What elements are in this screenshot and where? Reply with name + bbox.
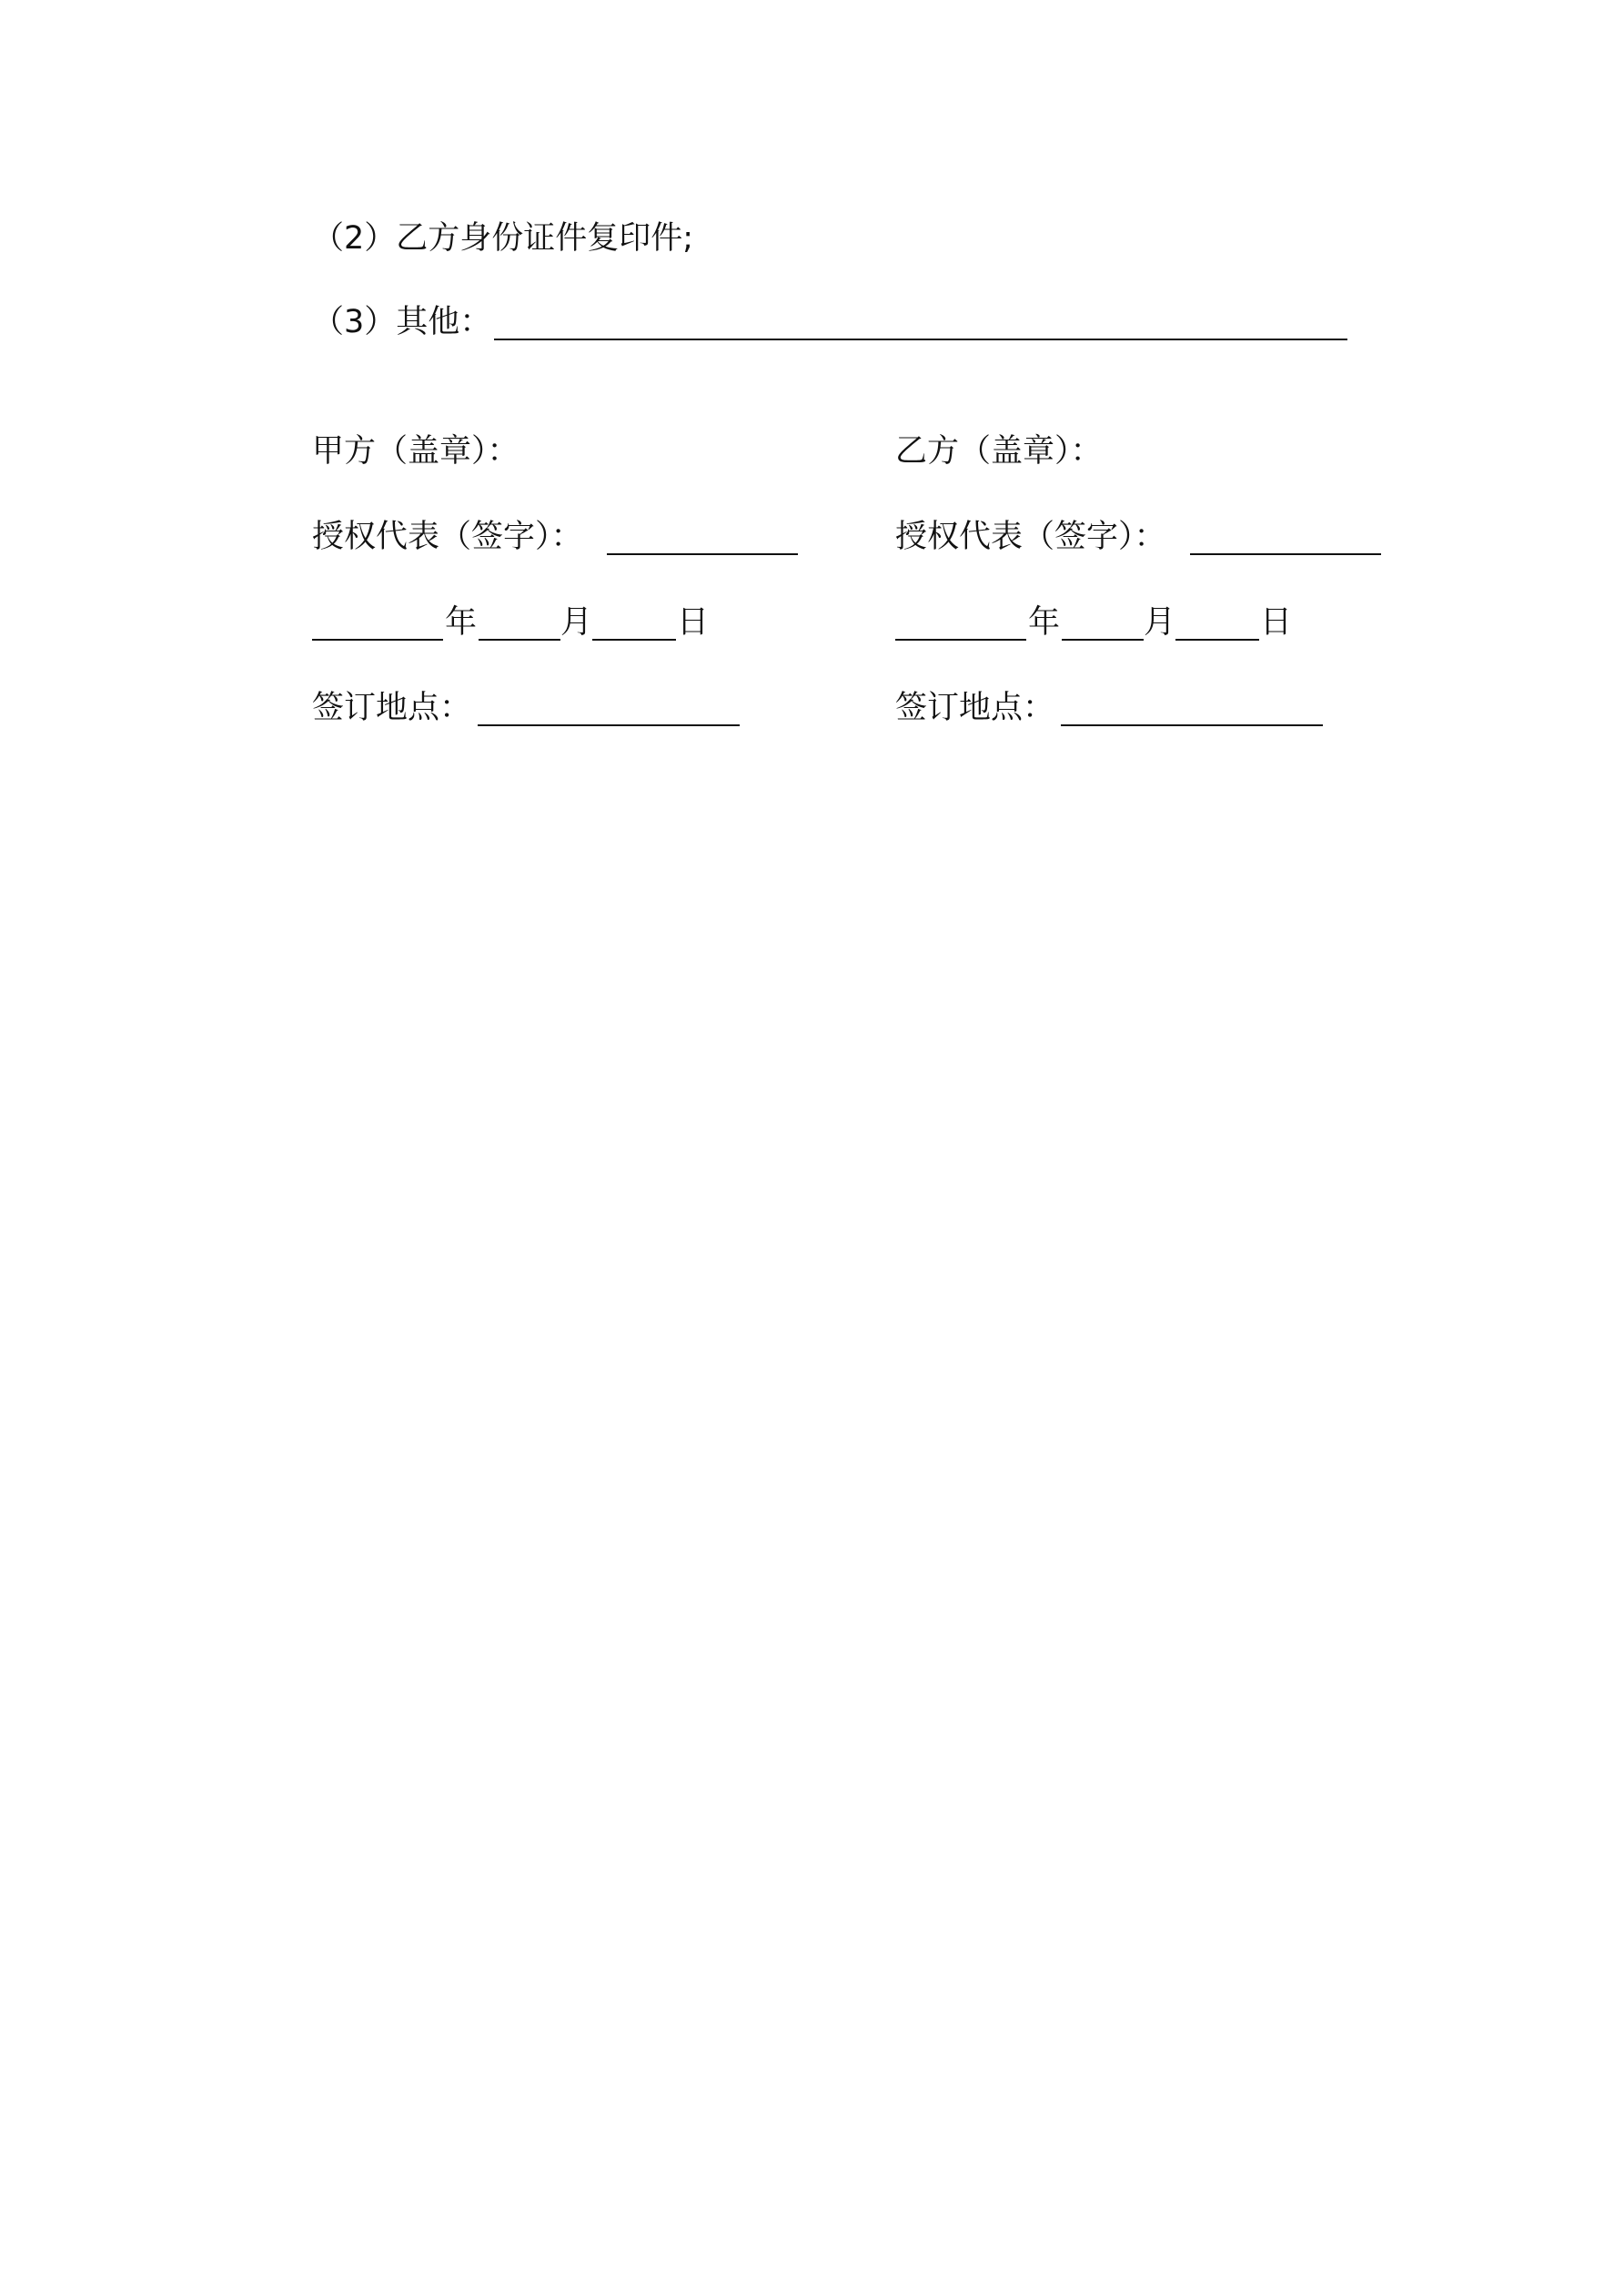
party-a-rep-sign-line[interactable] bbox=[607, 553, 798, 555]
party-a-year-line[interactable] bbox=[312, 639, 443, 641]
party-a-seal-label: 甲方（盖章）： bbox=[312, 433, 519, 470]
party-a-place-line[interactable] bbox=[478, 724, 740, 726]
party-a-month-line[interactable] bbox=[479, 639, 560, 641]
attachment-item-3 bbox=[312, 302, 1349, 342]
party-b-day-line[interactable] bbox=[1175, 639, 1259, 641]
party-b-rep-sign-line[interactable] bbox=[1190, 553, 1381, 555]
party-b-place-line[interactable] bbox=[1061, 724, 1323, 726]
party-a-place bbox=[312, 688, 749, 728]
party-a-day-label: 日 bbox=[677, 604, 710, 641]
party-b-month-label: 月 bbox=[1144, 604, 1176, 641]
attachment-item-3-label: （3）其他： bbox=[312, 304, 492, 340]
party-a-place-label: 签订地点： bbox=[312, 690, 472, 726]
party-a-rep-label: 授权代表（签字）： bbox=[312, 519, 583, 555]
party-a-month-label: 月 bbox=[560, 604, 593, 641]
party-b-year-label: 年 bbox=[1028, 604, 1061, 641]
party-b-rep bbox=[895, 517, 1387, 557]
party-b-date bbox=[895, 602, 1296, 642]
party-a-year-label: 年 bbox=[445, 604, 478, 641]
party-b-place-label: 签订地点： bbox=[895, 690, 1055, 726]
other-fill-line[interactable] bbox=[494, 339, 1347, 340]
party-b-day-label: 日 bbox=[1260, 604, 1293, 641]
party-a-date bbox=[312, 602, 712, 642]
party-b-month-line[interactable] bbox=[1062, 639, 1144, 641]
party-b-rep-label: 授权代表（签字）： bbox=[895, 519, 1166, 555]
attachment-item-2-text: （2）乙方身份证件复印件; bbox=[312, 220, 694, 257]
party-b-seal-label: 乙方（盖章）： bbox=[895, 433, 1103, 470]
party-b-year-line[interactable] bbox=[895, 639, 1026, 641]
party-b-place bbox=[895, 688, 1332, 728]
party-a-day-line[interactable] bbox=[592, 639, 676, 641]
party-a-rep bbox=[312, 517, 803, 557]
